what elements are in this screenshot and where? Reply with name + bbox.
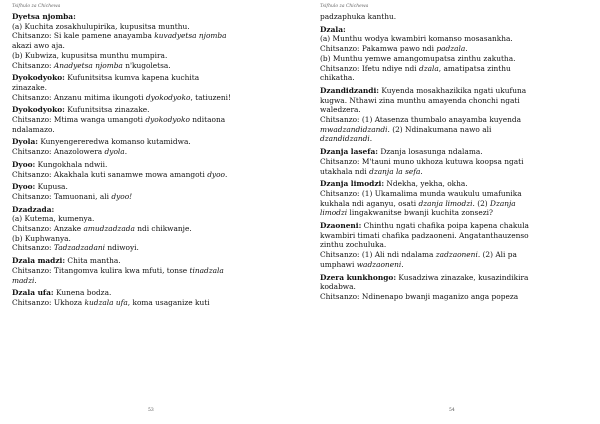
entry-dyola [12, 137, 290, 156]
text-run: Kunena bodza. [53, 288, 112, 298]
text-run: Chitsanzo: [12, 243, 54, 253]
example-term: dzandidzandi [320, 134, 370, 144]
text-run: ndalamazo. [12, 124, 55, 134]
headword: Dzera kunkhongo: [320, 272, 397, 282]
entry-dzanja-lasefa [320, 147, 590, 176]
text-run: (b) Kubwiza, kupusitsa munthu mumpira. [12, 50, 168, 60]
text-run: Chitsanzo: Si kale pamene anayamba [12, 31, 155, 41]
text-run: kodabwa. [320, 282, 356, 292]
text-run: Chitsanzo: Anazolowera [12, 147, 105, 157]
text-line [12, 182, 290, 192]
text-line [12, 41, 290, 51]
text-run: Chitsanzo: Tamuonani, ali [12, 191, 112, 201]
text-line [320, 86, 590, 96]
example-term: Anadyetsa njomba [53, 60, 123, 70]
headword: Dyetsa njomba: [12, 12, 76, 21]
text-run: Dzanja losasunga ndalama. [377, 147, 483, 157]
text-run: . (2) Ndinakumana nawo ali [387, 124, 492, 134]
running-header: Tsifhulo za Chichewa [320, 4, 369, 9]
text-run: kwambiri timati chafika padzaoneni. Angatanthauzenso [320, 230, 529, 240]
text-line [320, 189, 590, 199]
headword: Dzanja lasefa: [320, 147, 378, 157]
text-run: Chitsanzo: Ukhoza [12, 297, 85, 307]
entry-dzala-ufa-cont [320, 12, 590, 22]
text-run: Chinthu ngati chafika poipa kapena chakula [361, 221, 529, 231]
text-run: waledzera. [320, 105, 361, 115]
text-line [12, 224, 290, 234]
text-run: Ndekha, yekha, okha. [384, 179, 468, 189]
entry-dzadzada [12, 205, 290, 254]
text-run: zinthu zochuluka. [320, 240, 387, 250]
text-line [12, 288, 290, 298]
text-run: . [369, 134, 373, 144]
text-line [12, 73, 290, 83]
text-run: (a) Kuchita zosakhulupirika, kupusitsa munthu. [12, 21, 190, 31]
text-line [320, 157, 590, 167]
text-line [12, 276, 290, 286]
headword: Dyoo: [12, 159, 36, 169]
example-term: Dzanja [490, 198, 516, 208]
text-line [12, 22, 290, 32]
example-term: dzanja limodzi [418, 198, 473, 208]
headword: Dyokodyoko: [12, 105, 65, 115]
text-line [320, 64, 590, 74]
text-run: Chitsanzo: Ifetu ndiye ndi [320, 63, 419, 73]
example-term: dyoo [207, 169, 226, 179]
text-run: Chitsanzo: Titangomva kulira kwa mfuti, tonse [12, 265, 190, 275]
text-line [12, 160, 290, 170]
text-line [12, 298, 290, 308]
text-line [320, 34, 590, 44]
text-run: (b) Kuphwanya. [12, 233, 71, 243]
text-line [320, 134, 590, 144]
text-line [12, 192, 290, 202]
entry-dyokodyoko-1 [12, 73, 290, 102]
page-number: 54 [449, 408, 455, 413]
example-term: dyola [104, 147, 125, 157]
text-line [12, 205, 290, 215]
text-run: Chitsanzo: (1) Ali ndi ndalama [320, 250, 436, 260]
text-run: Chitsanzo: Pakamwa pawo ndi [320, 44, 437, 54]
text-line [12, 105, 290, 115]
text-run: Kufunitsitsa kumva kapena kuchita [64, 73, 200, 83]
text-run: , koma usaganize kuti [127, 297, 210, 307]
text-run: ndi chikwanje. [134, 224, 192, 234]
example-term: dzala [418, 63, 439, 73]
text-run: Chita mantha. [65, 256, 121, 266]
headword: Dyola: [12, 137, 38, 147]
text-run: (b) Munthu yemwe amangomupatsa zinthu zakutha. [320, 53, 516, 63]
text-run: Chitsanzo: Mtima wanga umangoti [12, 115, 146, 125]
entry-dyoo-1 [12, 160, 290, 179]
text-run: Chitsanzo: Ndinenapo bwanji maganizo anga popeza [320, 291, 519, 301]
example-term: kudzala ufa [84, 297, 128, 307]
text-line [12, 137, 290, 147]
text-run: Kungokhala ndwii. [35, 159, 108, 169]
entry-dzera-kunkhongo [320, 273, 590, 302]
text-run: Kunyengereredwa komanso kutamidwa. [37, 137, 191, 147]
headword: Dzaoneni: [320, 221, 362, 231]
text-run: Kuyenda mosakhazikika ngati ukufuna [378, 85, 527, 95]
entry-dzanja-limodzi [320, 179, 590, 218]
text-run: padzaphuka kanthu. [320, 12, 397, 21]
text-run: (a) Munthu wodya kwambiri komanso mosasankha. [320, 34, 513, 44]
text-line [320, 240, 590, 250]
text-line [320, 208, 590, 218]
text-run: . [225, 169, 228, 179]
text-line [12, 234, 290, 244]
text-line [320, 260, 590, 270]
text-line [12, 31, 290, 41]
text-run: Kufunitsitsa zinazake. [64, 105, 150, 115]
text-line [320, 167, 590, 177]
text-run: (a) Kutema, kumenya. [12, 214, 95, 224]
text-run: chikatha. [320, 73, 355, 83]
text-line [12, 61, 290, 71]
text-line [320, 250, 590, 260]
example-term: Tadzadzadani [53, 243, 105, 253]
text-run: utakhala ndi [320, 166, 370, 176]
running-header: Tsifhulo za Chichewa [12, 4, 61, 9]
text-run: Chitsanzo: Anzake [12, 224, 84, 234]
right-page-body [320, 12, 590, 302]
example-term: dyokodyoko [145, 92, 191, 102]
text-line [320, 73, 590, 83]
entry-dyetsa-njomba [12, 12, 290, 70]
headword: Dzala: [320, 24, 346, 34]
text-run: Chitsanzo: Anzanu mitima ikungoti [12, 92, 146, 102]
text-run: lingakwanitse bwanji kuchita zonsezi? [347, 208, 493, 218]
entry-dyokodyoko-2 [12, 105, 290, 134]
text-line [12, 12, 290, 22]
example-term: limodzi [320, 208, 348, 218]
right-page [300, 0, 600, 424]
text-line [12, 83, 290, 93]
text-run: zinazake. [12, 82, 47, 92]
example-term: kuvadyetsa njomba [154, 31, 227, 41]
text-line [320, 221, 590, 231]
text-line [12, 125, 290, 135]
text-run: . [465, 44, 468, 54]
example-term: zadzaoneni [435, 250, 478, 260]
text-line [320, 292, 590, 302]
text-run: nditaona [189, 115, 226, 125]
text-run: Chitsanzo: [12, 60, 54, 70]
text-run: kukhala ndi aganyu, osati [320, 198, 419, 208]
text-run: . (2) Ali pa [477, 250, 517, 260]
text-line [320, 273, 590, 283]
text-run: Kusadziwa zinazake, kusazindikira [396, 272, 529, 282]
text-line [320, 44, 590, 54]
text-run: . (2) [472, 198, 491, 208]
page-number: 53 [148, 408, 154, 413]
example-term: padzala [436, 44, 466, 54]
example-term: madzi [12, 275, 35, 285]
text-run: n'kugoletsa. [122, 60, 171, 70]
entry-dzala [320, 25, 590, 83]
headword: Dzandidzandi: [320, 85, 379, 95]
text-run: Chitsanzo: (1) Atasenza thumbalo anayamba kuyenda [320, 115, 521, 125]
text-run: Chitsanzo: (1) Ukamalima munda waukulu umafunika [320, 188, 522, 198]
example-term: mwadzandidzandi [320, 124, 388, 134]
text-line [12, 214, 290, 224]
text-line [320, 12, 590, 22]
text-line [12, 93, 290, 103]
headword: Dyokodyoko: [12, 73, 65, 83]
text-line [12, 147, 290, 157]
text-run: umphawi [320, 259, 357, 269]
text-run: Kupusa. [35, 182, 68, 192]
text-run: Chitsanzo: Akakhala kuti sanamwe mowa amangoti [12, 169, 208, 179]
entry-dzala-ufa [12, 288, 290, 307]
headword: Dyoo: [12, 182, 36, 192]
text-line [12, 266, 290, 276]
text-run: , amatipatsa zinthu [438, 63, 511, 73]
text-run: . [34, 275, 37, 285]
headword: Dzadzada: [12, 204, 55, 214]
headword: Dzanja limodzi: [320, 179, 385, 189]
text-line [12, 243, 290, 253]
example-term: tinadzala [189, 265, 224, 275]
text-line [320, 199, 590, 209]
text-line [320, 147, 590, 157]
text-line [12, 51, 290, 61]
text-line [320, 282, 590, 292]
text-run: ndiwoyi. [104, 243, 139, 253]
text-line [320, 125, 590, 135]
left-page-body [12, 12, 290, 308]
text-run: . [420, 166, 423, 176]
example-term: dyoo! [111, 191, 133, 201]
text-run: kugwa. Nthawi zina munthu amayenda chonchi ngati [320, 95, 520, 105]
example-term: wadzaoneni [356, 259, 402, 269]
text-run: akazi awo aja. [12, 41, 65, 51]
text-run: . [124, 147, 128, 157]
text-line [320, 105, 590, 115]
text-run: . [401, 259, 404, 269]
text-line [12, 170, 290, 180]
text-line [320, 231, 590, 241]
example-term: amudzadzada [83, 224, 135, 234]
text-line [320, 96, 590, 106]
text-run: , tatiuzeni! [190, 92, 231, 102]
text-run: Chitsanzo: M'tauni muno ukhoza kutuwa koopsa ngati [320, 156, 524, 166]
text-line [320, 115, 590, 125]
text-line [320, 179, 590, 189]
entry-dzaoneni [320, 221, 590, 270]
example-term: dzanja la sefa [369, 166, 421, 176]
headword: Dzala ufa: [12, 288, 54, 298]
text-line [12, 115, 290, 125]
headword: Dzala madzi: [12, 256, 66, 266]
entry-dzandidzandi [320, 86, 590, 144]
text-line [320, 54, 590, 64]
example-term: dyokodyoko [145, 115, 190, 125]
entry-dzala-madzi [12, 256, 290, 285]
entry-dyoo-2 [12, 182, 290, 201]
text-line [320, 25, 590, 35]
text-line [12, 256, 290, 266]
